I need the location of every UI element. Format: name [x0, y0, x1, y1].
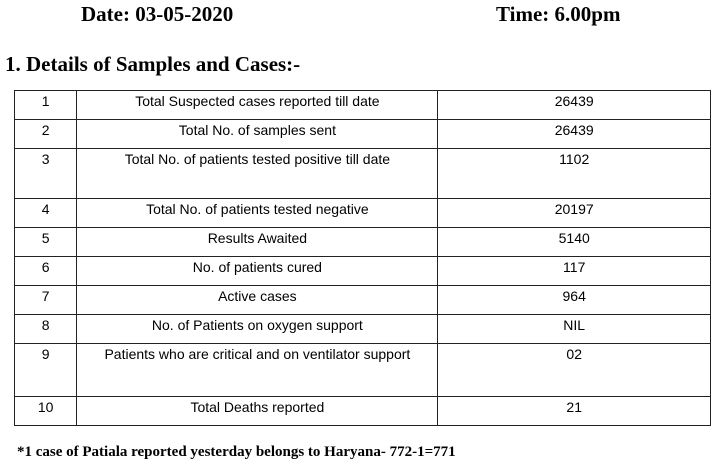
- row-description: Active cases: [77, 286, 438, 315]
- row-number: 1: [15, 91, 77, 120]
- row-description: Results Awaited: [77, 228, 438, 257]
- row-value: 964: [438, 286, 711, 315]
- row-description: No. of patients cured: [77, 257, 438, 286]
- row-description: Patients who are critical and on ventilator support: [77, 344, 438, 397]
- row-description: Total Deaths reported: [77, 397, 438, 426]
- table-row: [15, 120, 711, 149]
- row-value: 26439: [438, 91, 711, 120]
- row-value: 02: [438, 344, 711, 397]
- row-number: 2: [15, 120, 77, 149]
- table-row: [15, 397, 711, 426]
- table-row: [15, 344, 711, 397]
- table-row: [15, 257, 711, 286]
- report-date: Date: 03-05-2020: [81, 2, 234, 26]
- row-value: 26439: [438, 120, 711, 149]
- row-number: 10: [15, 397, 77, 426]
- row-description: Total No. of samples sent: [77, 120, 438, 149]
- row-number: 9: [15, 344, 77, 397]
- table-row: [15, 149, 711, 199]
- table-row: [15, 228, 711, 257]
- row-value: 5140: [438, 228, 711, 257]
- table-row: [15, 199, 711, 228]
- footnote: *1 case of Patiala reported yesterday belongs to Haryana- 772-1=771: [17, 444, 456, 460]
- table-row: [15, 315, 711, 344]
- row-number: 3: [15, 149, 77, 199]
- row-value: 20197: [438, 199, 711, 228]
- row-description: Total No. of patients tested positive till date: [77, 149, 438, 199]
- row-number: 5: [15, 228, 77, 257]
- row-number: 8: [15, 315, 77, 344]
- row-description: Total No. of patients tested negative: [77, 199, 438, 228]
- section-title: 1. Details of Samples and Cases:-: [5, 52, 301, 76]
- table-row: [15, 286, 711, 315]
- cases-table: [14, 90, 711, 426]
- row-value: 117: [438, 257, 711, 286]
- row-number: 7: [15, 286, 77, 315]
- row-description: Total Suspected cases reported till date: [77, 91, 438, 120]
- row-value: NIL: [438, 315, 711, 344]
- row-description: No. of Patients on oxygen support: [77, 315, 438, 344]
- row-value: 1102: [438, 149, 711, 199]
- table-row: [15, 91, 711, 120]
- row-number: 6: [15, 257, 77, 286]
- report-time: Time: 6.00pm: [496, 2, 621, 26]
- row-value: 21: [438, 397, 711, 426]
- row-number: 4: [15, 199, 77, 228]
